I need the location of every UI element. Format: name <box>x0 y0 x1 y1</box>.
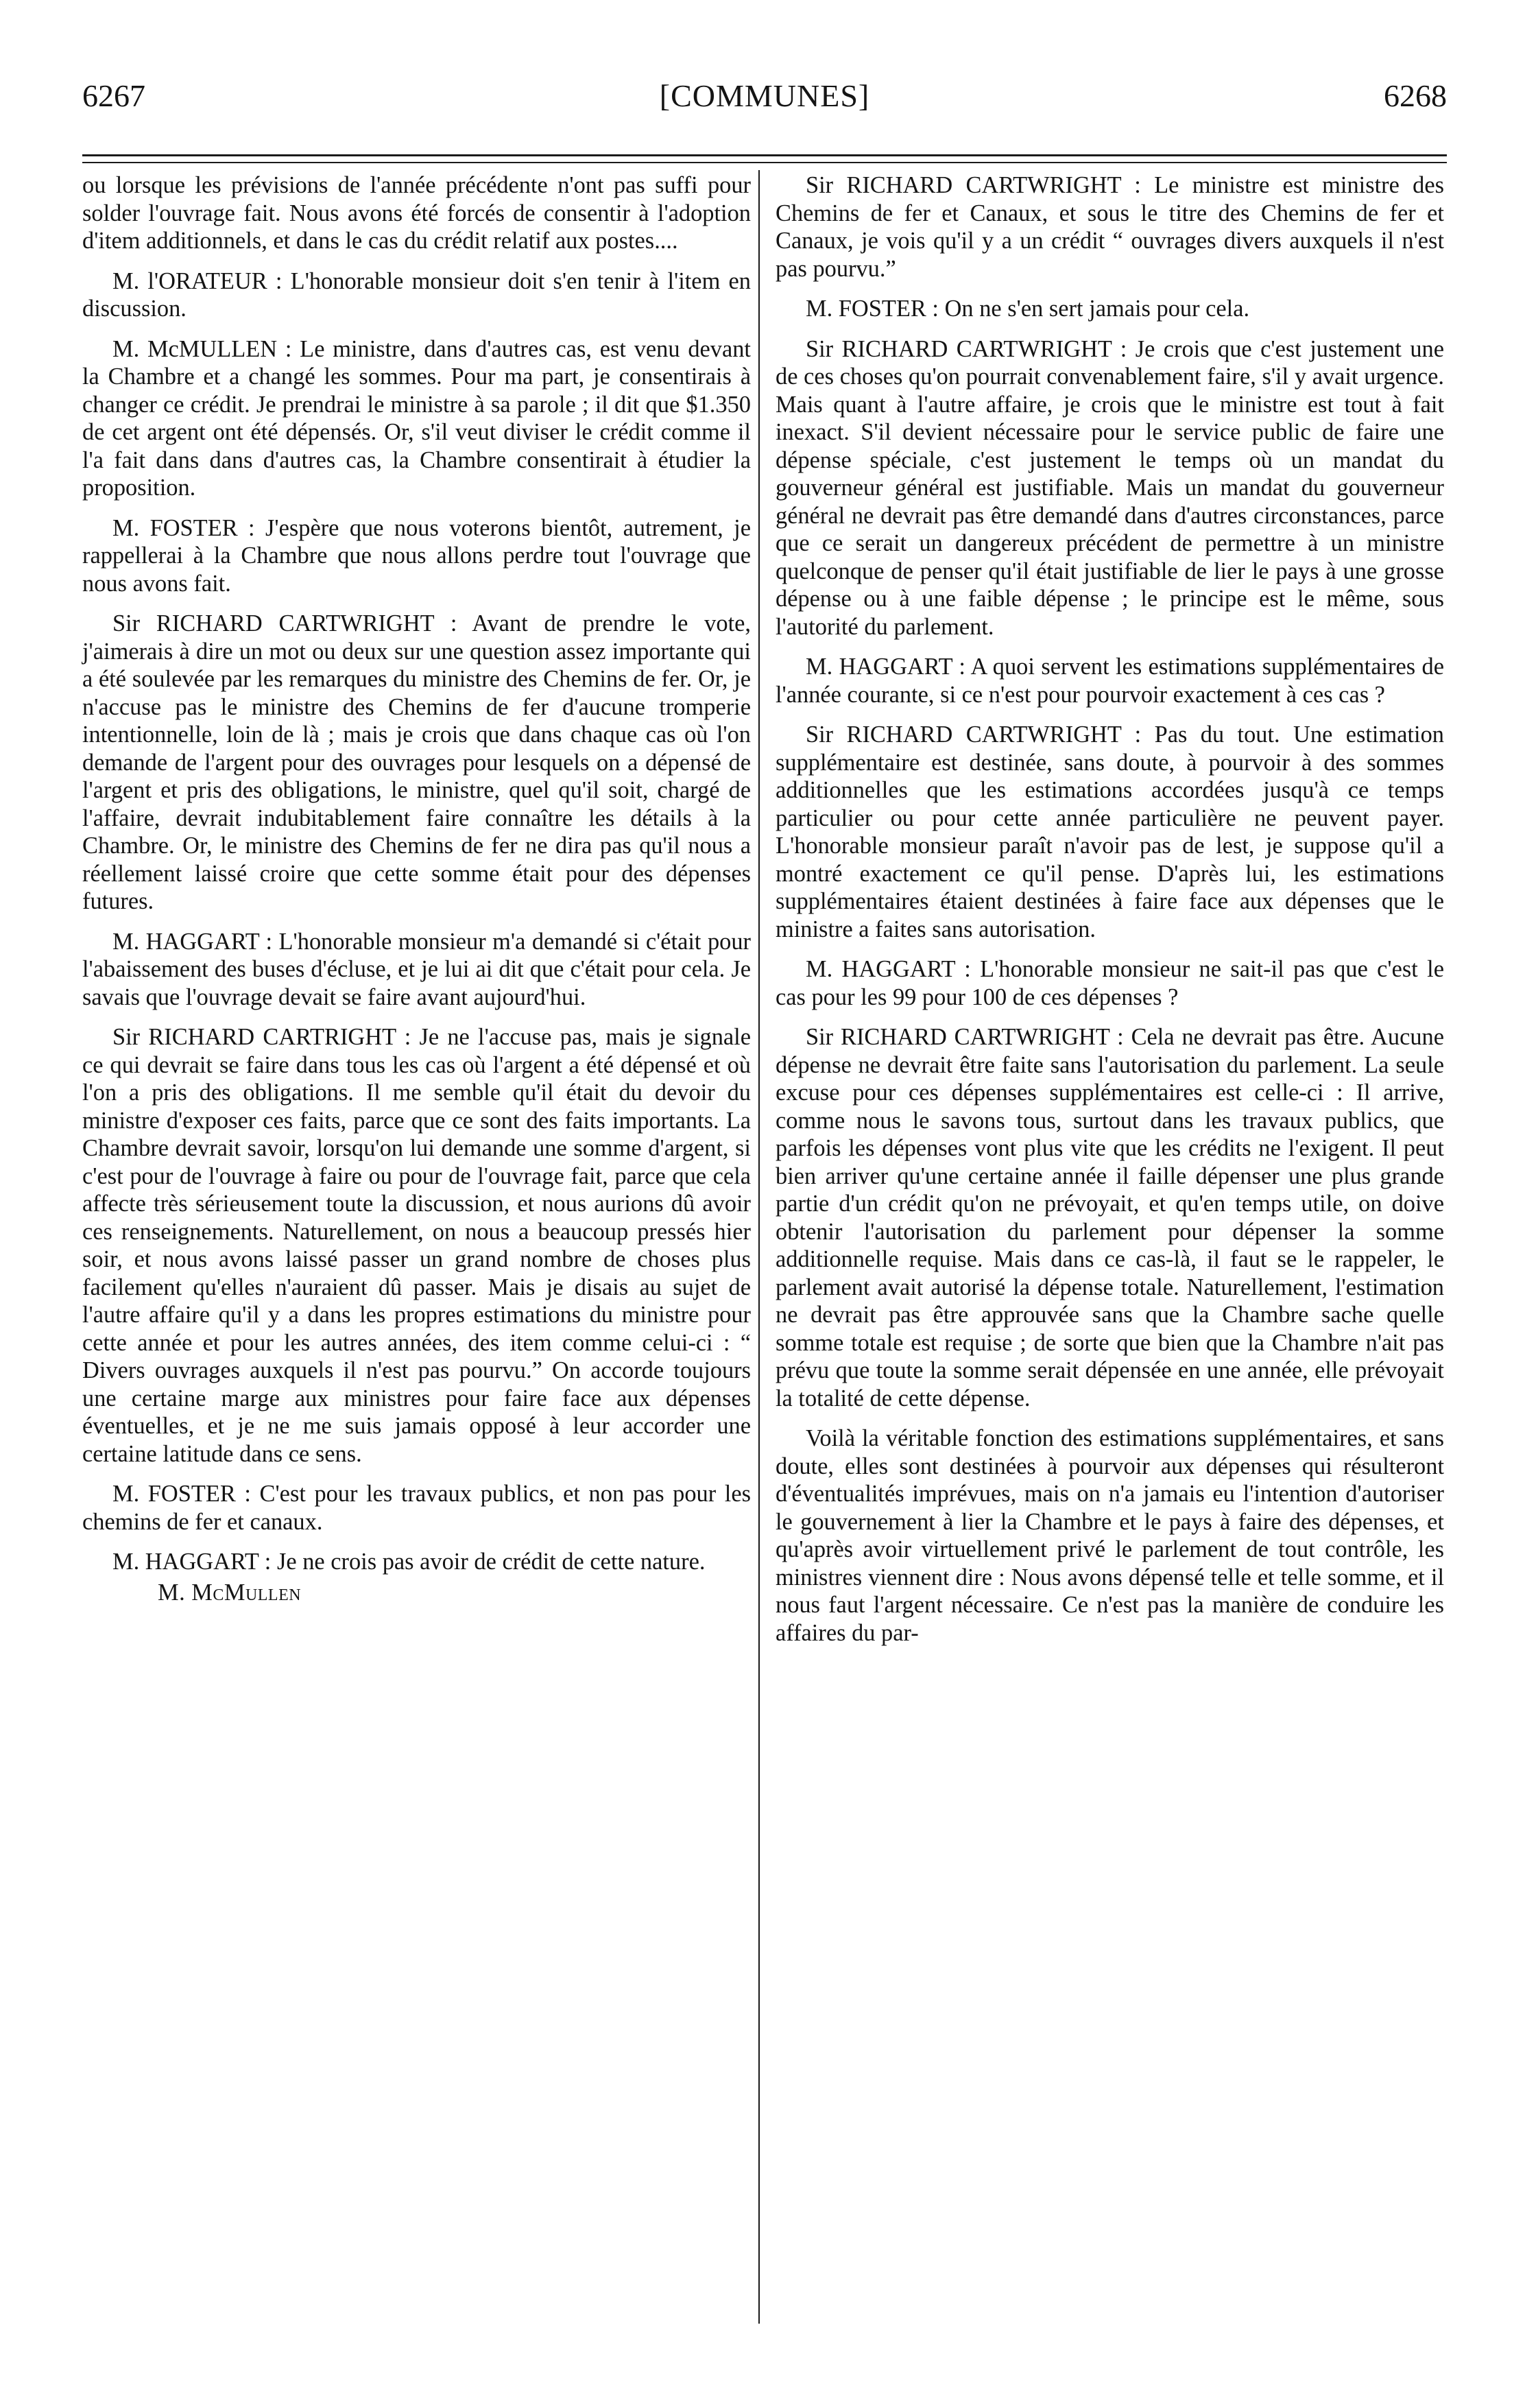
page-number-left: 6267 <box>82 78 145 113</box>
header-rule-top <box>82 154 1447 156</box>
speech-paragraph: Sir RICHARD CARTRIGHT : Je ne l'accuse pas, mais je signale ce qui devrait se faire dans tous les cas où l'argent a été dépensé et où l'on a pris des obligations. Il me semble qu'il était du devoir du ministre d'exposer ces faits, parce que ce sont des faits importants. La Chambre devrait savoir, lorsqu'on lui demande une somme d'argent, si c'est pour de l'ouvrage à faire ou pour de l'ouvrage fait, parce que cela affecte très sérieusement toute la discussion, et nous aurions dû avoir ces renseignements. Naturellement, on nous a beaucoup pressés hier soir, et nous avons laissé passer un grand nombre de choses plus facilement qu'elles n'auraient dû passer. Mais je disais au sujet de l'autre affaire qu'il y a dans les propres estimations du ministre pour cette année et pour les autres années, des item comme celui-ci : “ Divers ouvrages auxquels il n'est pas pourvu.” On accorde toujours une certaine marge aux ministres pour faire face aux dépenses éventuelles, et je ne me suis jamais opposé à leur accorder une certaine latitude dans ce sens. <box>82 1024 751 1467</box>
header-rule-bottom <box>82 162 1447 163</box>
speech-paragraph: M. l'ORATEUR : L'honorable monsieur doit s'en tenir à l'item en discussion. <box>82 267 751 322</box>
column-divider <box>758 170 760 2324</box>
speech-paragraph: Sir RICHARD CARTWRIGHT : Avant de prendre le vote, j'aimerais à dire un mot ou deux sur une question assez importante qui a été soulevée par les remarques du ministre des Chemins de fer. Or, je n'accuse pas le ministre des Chemins de fer d'aucune tromperie intentionnelle, loin de là ; mais je crois que dans chaque cas où l'on demande de l'argent pour des ouvrages pour lesquels on a dépensé de l'argent et pris des obligations, le ministre, quel qu'il soit, chargé de l'affaire, devrait indubitablement faire connaître les détails à la Chambre. Or, le ministre des Chemins de fer ne dira pas qu'il nous a réellement laissé croire que cette somme était pour des dépenses futures. <box>82 610 751 914</box>
speech-paragraph: Sir RICHARD CARTWRIGHT : Je crois que c'est justement une de ces choses qu'on pourrait convenablement faire, s'il y avait urgence. Mais quant à l'autre affaire, je crois que le ministre est tout à fait inexact. S'il devient nécessaire pour le service public de faire une dépense spéciale, c'est justement le temps où un mandat du gouverneur général est justifiable. Mais un mandat du gouverneur général ne devrait pas être demandé dans d'autres circonstances, parce que ce serait un dangereux précédent de permettre à un ministre quelconque de penser qu'il était justifiable de lier le pays à une grosse dépense ou à une faible dépense ; le principe est le même, sous l'autorité du parlement. <box>776 335 1444 640</box>
page-header <box>82 75 1447 117</box>
speech-paragraph: M. McMULLEN : Le ministre, dans d'autres cas, est venu devant la Chambre et a changé les sommes. Pour ma part, je consentirais à changer ce crédit. Je prendrai le ministre à sa parole ; il dit que $1.350 de cet argent ont été dépensés. Or, s'il veut diviser le crédit comme il l'a fait dans dans d'autres cas, la Chambre consentirait à étudier la proposition. <box>82 335 751 501</box>
speech-paragraph: Sir RICHARD CARTWRIGHT : Cela ne devrait pas être. Aucune dépense ne devrait être faite sans l'autorisation du parlement. La seule excuse pour ces dépenses supplémentaires est celle-ci : Il arrive, comme nous le savons tous, surtout dans les travaux publics, que parfois les dépenses vont plus vite que les crédits ne l'exigent. Il peut bien arriver qu'une certaine année il faille dépenser une plus grande partie d'un crédit qu'on ne prévoyait, et qu'en temps utile, on doive obtenir l'autorisation du parlement pour dépenser la somme additionnelle requise. Mais dans ce cas-là, il faut se le rappeler, le parlement avait autorisé la dépense totale. Naturellement, l'estimation ne devrait pas être approuvée sans que la Chambre sache quelle somme totale est requise ; de sorte que bien que la Chambre n'ait pas prévu que toute la somme serait dépensée en une année, elle prévoyait la totalité de cette dépense. <box>776 1024 1444 1411</box>
speech-paragraph: Sir RICHARD CARTWRIGHT : Le ministre est ministre des Chemins de fer et Canaux, et sous le titre des Chemins de fer et Canaux, je vois qu'il y a un crédit “ ouvrages divers auxquels il n'est pas pourvu.” <box>776 172 1444 282</box>
speech-paragraph: M. FOSTER : C'est pour les travaux publics, et non pas pour les chemins de fer et canaux. <box>82 1481 751 1535</box>
speech-paragraph: M. FOSTER : On ne s'en sert jamais pour cela. <box>806 296 1250 322</box>
right-column <box>776 171 1444 1659</box>
speech-paragraph: Sir RICHARD CARTWRIGHT : Pas du tout. Une estimation supplémentaire est destinée, sans doute, à pourvoir à des sommes additionnelles que les estimations accordées jusqu'à ce temps particulier ou pour cette année particulière ne peuvent payer. L'honorable monsieur paraît n'avoir pas de lest, je suppose qu'il a montré exactement ce qu'il pense. D'après lui, les estimations supplémentaires étaient destinées à faire face aux dépenses que le ministre a faites sans autorisation. <box>776 722 1444 942</box>
speech-paragraph: M. HAGGART : L'honorable monsieur m'a demandé si c'était pour l'abaissement des buses d'écluse, et je lui ai dit que c'était pour cela. Je savais que l'ouvrage devait se faire avant aujourd'hui. <box>82 928 751 1010</box>
paragraph: ou lorsque les prévisions de l'année précédente n'ont pas suffi pour solder l'ouvrage fait. Nous avons été forcés de consentir à l'adoption d'item additionnels, et dans le cas du crédit relatif aux postes.... <box>82 172 751 254</box>
speech-paragraph: M. FOSTER : J'espère que nous voterons bientôt, autrement, je rappellerai à la Chambre que nous allons perdre tout l'ouvrage que nous avons fait. <box>82 514 751 597</box>
speech-paragraph: M. HAGGART : Je ne crois pas avoir de crédit de cette nature. <box>112 1549 706 1575</box>
page-number-right: 6268 <box>1384 78 1447 113</box>
speech-paragraph: M. HAGGART : L'honorable monsieur ne sait-il pas que c'est le cas pour les 99 pour 100 de ces dépenses ? <box>776 956 1444 1010</box>
speech-paragraph: M. HAGGART : A quoi servent les estimations supplémentaires de l'année courante, si ce n'est pour pourvoir exactement à ces cas ? <box>776 654 1444 708</box>
left-column <box>82 171 751 1619</box>
running-title: [COMMUNES] <box>659 78 870 113</box>
speech-paragraph: Voilà la véritable fonction des estimations supplémentaires, et sans doute, elles sont destinées à pourvoir aux dépenses qui résulteront d'éventualités imprévues, mais on n'a jamais eu l'intention d'autoriser le gouvernement à lier la Chambre et le pays à faire des dépenses, et qu'après avoir virtuellement privé le parlement de tout contrôle, les ministres viennent dire : Nous avons dépensé telle et telle somme, et il nous faut l'argent nécessaire. Ce n'est pas la manière de conduire les affaires du par- <box>776 1425 1444 1646</box>
next-speaker-catchword: M. McMullen <box>158 1579 302 1606</box>
